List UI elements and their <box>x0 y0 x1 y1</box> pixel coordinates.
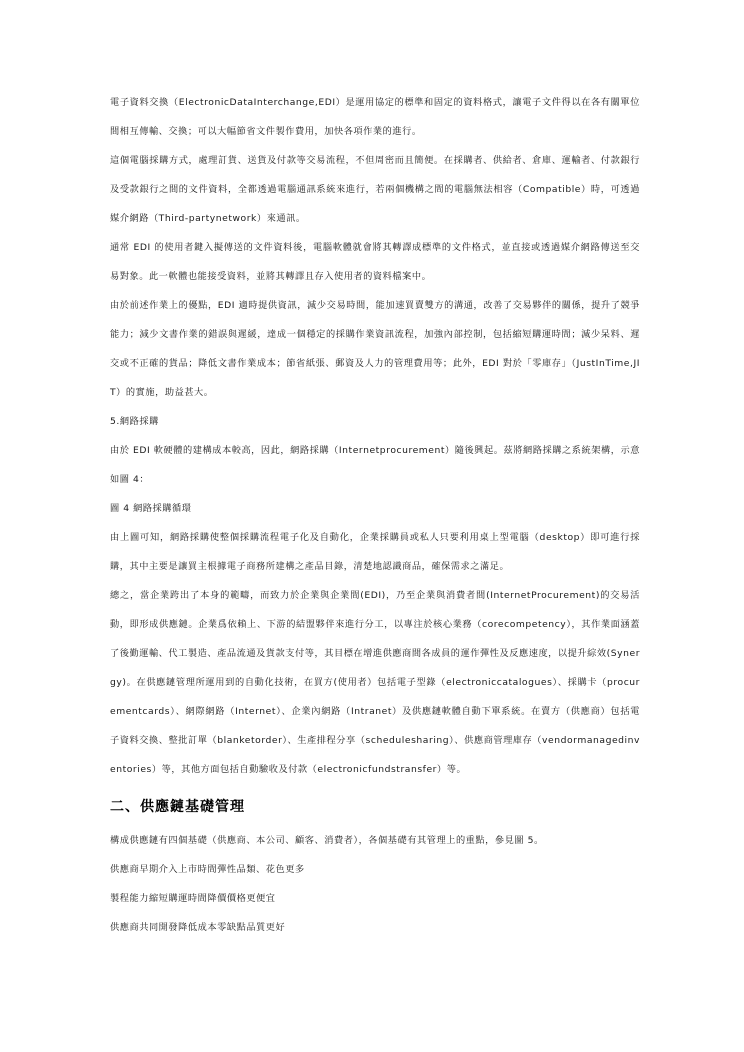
figure-caption-4: 圖 4 網路採購循環 <box>110 503 192 514</box>
paragraph-edi-benefits: 由於前述作業上的優點，EDI 適時提供資訊，減少交易時間，能加速買賣雙方的溝通，改善了交易夥伴的關係，提升了競爭能力；減少文書作業的錯誤與遲緩，達成一個穩定的採購作業資訊流程，加強內部控制，包括縮短購運時間；減少呆料、遲交或不正確的貨品；降低文書作業成本；節省紙張、郵資及人力的管理費用等；此外，EDI 對於「零庫存」（JustInTime,JIT）的實施，助益甚大。 <box>110 300 640 398</box>
paragraph-edi-definition: 電子資料交換（ElectronicDataInterchange,EDI）是運用協定的標準和固定的資料格式，讓電子文件得以在各有關單位間相互傳輸、交換；可以大幅節省文件製作費用，加快各項作業的進行。 <box>110 97 640 137</box>
document-page <box>110 88 640 942</box>
paragraph-edi-process: 這個電腦採購方式，處理訂貨、送貨及付款等交易流程，不但周密而且簡便。在採購者、供給者、倉庫、運輸者、付款銀行及受款銀行之間的文件資料，全都透過電腦通訊系統來進行，若兩個機構之間的電腦無法相容（Compatible）時，可透過媒介網路（Third-partynetwork）來通訊。 <box>110 155 640 224</box>
line-supplier-early-involvement: 供應商早期介入上市時間彈性品類、花色更多 <box>110 864 305 875</box>
paragraph-four-foundations: 構成供應鏈有四個基礎（供應商、本公司、顧客、消費者），各個基礎有其管理上的重點，參見圖 5。 <box>110 835 544 846</box>
line-process-capability: 製程能力縮短購運時間降價價格更便宜 <box>110 893 276 904</box>
paragraph-supply-chain-summary: 總之，當企業跨出了本身的範疇，而致力於企業與企業間(EDI)，乃至企業與消費者間(InternetProcurement)的交易活動，即形成供應鏈。企業爲依賴上、下游的結盟夥伴來進行分工，以專注於核心業務（corecompetency），其作業面涵蓋了後勤運輸、代工製造、產品流通及貨款支付等，其目標在增進供應商間各成員的運作彈性及反應速度，以提升綜效(Synergy)。在供應鏈管理所運用到的自動化技術，在買方(使用者）包括電子型錄（electroniccatalogues）、採購卡（procurementcards）、網際網路（Internet）、企業內網路（Intranet）及供應鏈軟體自動下單系統。在賣方（供應商）包括電子資料交換、整批訂單（blanketorder）、生產排程分享（schedulesharing）、供應商管理庫存（vendormanagedinventories）等，其他方面包括自動驗收及付款（electronicfundstransfer）等。 <box>110 590 641 775</box>
section-label-internet-procurement: 5.網路採購 <box>110 416 159 427</box>
paragraph-figure-explanation: 由上圖可知，網路採購使整個採購流程電子化及自動化，企業採購員或私人只要利用桌上型電腦（desktop）即可進行採購，其中主要是讓買主根據電子商務所建構之產品目錄，清楚地認識商品，確保需求之滿足。 <box>110 532 640 572</box>
section-heading: 二、供應鏈基礎管理 <box>110 799 245 815</box>
line-joint-development: 供應商共同開發降低成本零缺點品質更好 <box>110 922 286 933</box>
paragraph-edi-usage: 通常 EDI 的使用者鍵入擬傳送的文件資料後，電腦軟體就會將其轉譯成標準的文件格式，並直接或透過媒介網路傳送至交易對象。此一軟體也能接受資料，並將其轉譯且存入使用者的資料檔案中。 <box>110 242 640 282</box>
paragraph-internet-procurement: 由於 EDI 軟硬體的建構成本較高，因此，網路採購（Internetprocurement）隨後興起。茲將網路採購之系統架構，示意如圖 4： <box>110 445 640 485</box>
